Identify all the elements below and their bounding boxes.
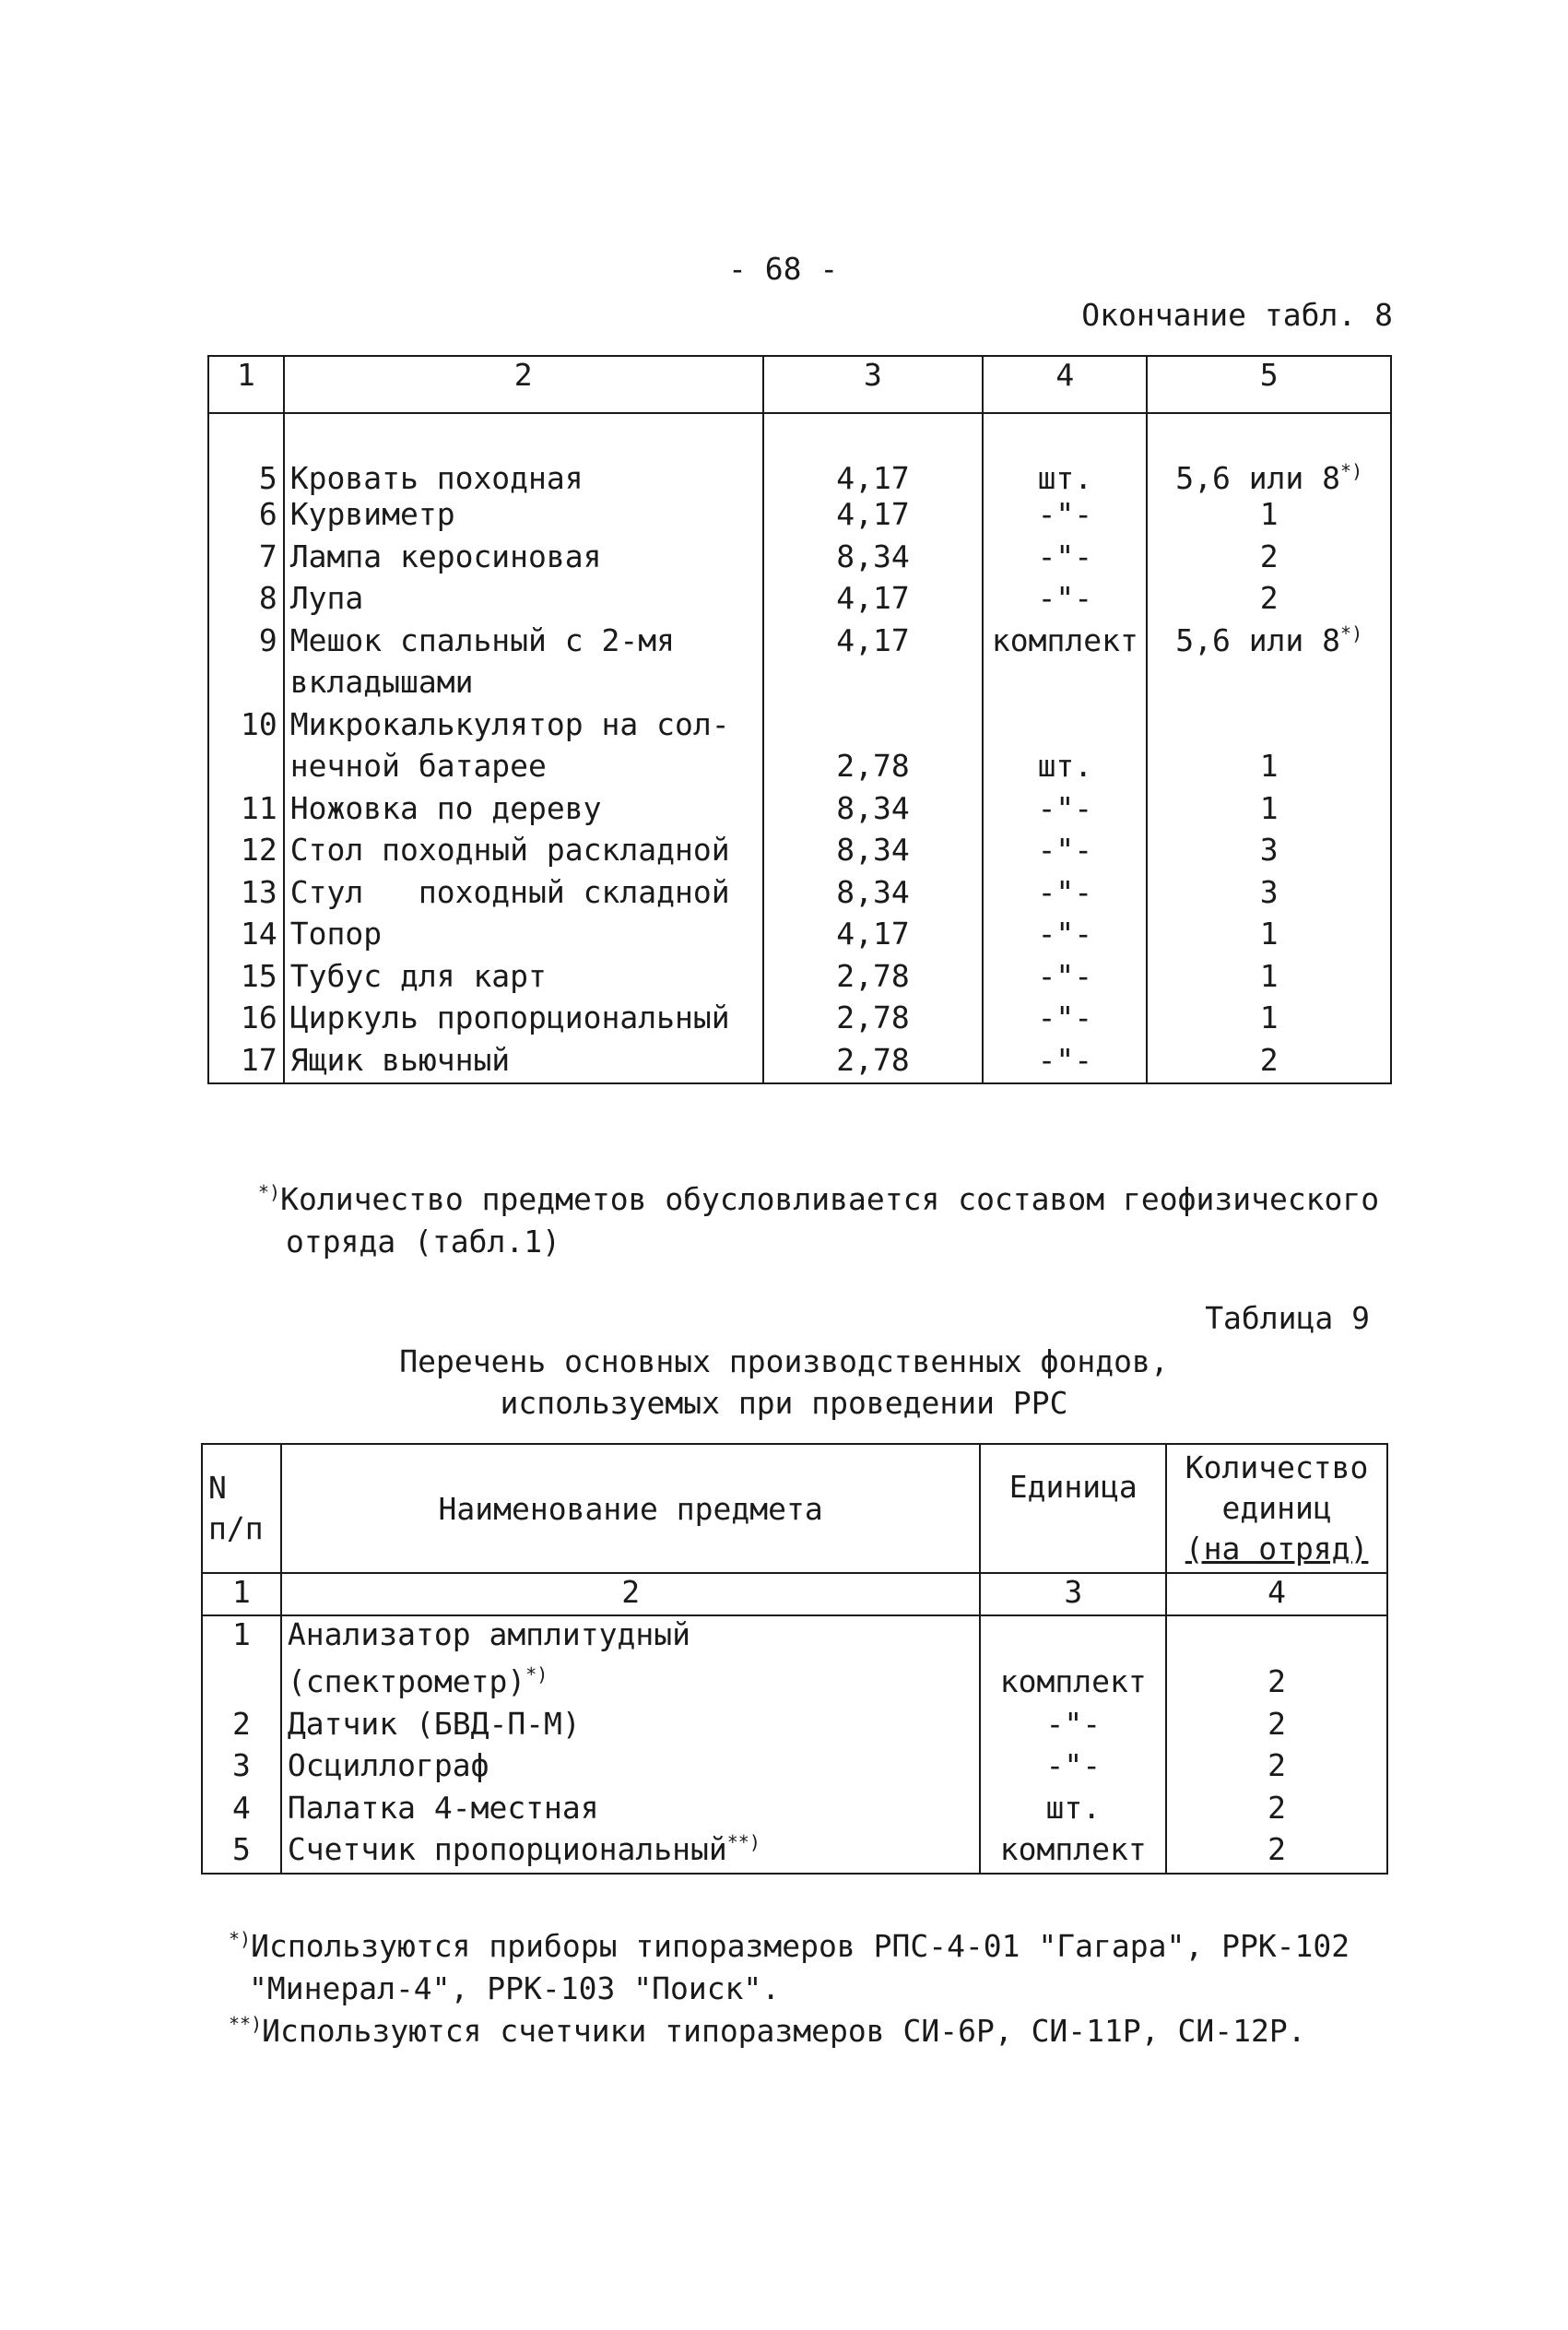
item-name: Кровать походная	[284, 413, 763, 496]
table-9-col-header-name: Наименование предмета	[281, 1444, 980, 1573]
item-quantity: 2	[1166, 1790, 1387, 1832]
item-name	[281, 1615, 980, 1663]
table-9-title-line2: используемых при проведении РРС	[500, 1385, 1068, 1421]
footnote-text: Используются счетчики типоразмеров СИ-6Р, СИ-11Р, СИ-12Р.	[262, 2013, 1306, 2049]
footnote-text: Используются приборы типоразмеров РПС-4-01 "Гагара", РРК-102	[251, 1928, 1350, 1964]
quantity-text: 2	[1259, 538, 1279, 574]
item-quantity	[1166, 1615, 1387, 1663]
item-name-text: Осциллограф	[287, 1747, 489, 1783]
item-unit: шт.	[983, 748, 1147, 790]
item-unit: комплект	[980, 1663, 1166, 1706]
item-unit: комплект	[980, 1831, 1166, 1874]
table-row	[208, 706, 1391, 749]
item-name: Микрокалькулятор на сол-	[284, 706, 763, 749]
row-number: 9	[208, 622, 284, 665]
footnote-mark: **)	[726, 1831, 760, 1853]
table-9-title-line1: Перечень основных производственных фондов,	[399, 1343, 1169, 1379]
table-row	[208, 664, 1391, 706]
item-quantity	[1147, 1042, 1391, 1084]
row-number: 11	[208, 790, 284, 833]
footnote-mark: **)	[229, 2013, 263, 2035]
row-number: 4	[202, 1790, 281, 1832]
item-value: 4,17	[763, 916, 984, 958]
item-unit: -"-	[983, 496, 1147, 538]
row-number: 7	[208, 538, 284, 581]
footnote-text: отряда (табл.1)	[286, 1224, 561, 1260]
item-name-text: Палатка 4-местная	[287, 1789, 599, 1826]
footnote-mark: *)	[525, 1663, 548, 1685]
quantity-text: 1	[1259, 496, 1279, 532]
item-unit: -"-	[983, 1042, 1147, 1084]
item-quantity	[1147, 874, 1391, 917]
item-name: вкладышами	[284, 664, 763, 706]
table-row	[208, 580, 1391, 622]
table-8-header-cell: 2	[284, 356, 763, 413]
row-number: 3	[202, 1747, 281, 1790]
table-9-body	[202, 1615, 1387, 1874]
item-unit: -"-	[983, 999, 1147, 1042]
item-name: Лупа	[284, 580, 763, 622]
item-name: Тубус для карт	[284, 958, 763, 1000]
item-name-text: Счетчик пропорциональный	[287, 1831, 727, 1867]
item-value: 4,17	[763, 496, 984, 538]
row-number: 5	[202, 1831, 281, 1874]
table-row	[202, 1615, 1387, 1663]
item-name	[281, 1790, 980, 1832]
item-name: Топор	[284, 916, 763, 958]
table-9-footnote-1	[229, 1918, 1350, 2010]
row-number	[208, 748, 284, 790]
item-name: Стол походный раскладной	[284, 832, 763, 874]
table-9-col-header-unit: Единица	[980, 1444, 1166, 1573]
quantity-text: 2	[1259, 580, 1279, 616]
row-number: 8	[208, 580, 284, 622]
item-value: 8,34	[763, 790, 984, 833]
quantity-text: 2	[1259, 1041, 1279, 1078]
table-9-header-cell: 2	[281, 1573, 980, 1615]
item-value: 8,34	[763, 832, 984, 874]
item-quantity	[1147, 790, 1391, 833]
quantity-text: 5,6 или 8	[1175, 460, 1341, 496]
row-number: 10	[208, 706, 284, 749]
item-unit	[983, 706, 1147, 749]
item-quantity	[1147, 706, 1391, 749]
table-row	[208, 790, 1391, 833]
item-value: 8,34	[763, 874, 984, 917]
item-quantity	[1147, 916, 1391, 958]
table-row	[208, 874, 1391, 917]
item-value: 4,17	[763, 580, 984, 622]
table-9-header-cell: 1	[202, 1573, 281, 1615]
item-name: Стул походный складной	[284, 874, 763, 917]
item-unit: -"-	[983, 790, 1147, 833]
item-unit: -"-	[983, 958, 1147, 1000]
item-unit: -"-	[983, 538, 1147, 581]
table-row	[202, 1663, 1387, 1706]
item-unit	[980, 1615, 1166, 1663]
item-value	[763, 664, 984, 706]
table-row	[208, 538, 1391, 581]
row-number: 17	[208, 1042, 284, 1084]
table-8-continuation-label: Окончание табл. 8	[1081, 297, 1393, 333]
table-row	[208, 832, 1391, 874]
row-number: 6	[208, 496, 284, 538]
table-row	[202, 1790, 1387, 1832]
table-8-header-cell: 3	[763, 356, 984, 413]
item-value: 2,78	[763, 748, 984, 790]
table-9-footnote-2	[229, 2003, 1306, 2052]
quantity-text: 3	[1259, 873, 1279, 910]
table-9-header-number-row	[202, 1573, 1387, 1615]
row-number	[208, 664, 284, 706]
quantity-text: 1	[1259, 957, 1279, 994]
item-quantity	[1147, 622, 1391, 665]
row-number: 12	[208, 832, 284, 874]
item-quantity	[1147, 538, 1391, 581]
item-unit: -"-	[983, 580, 1147, 622]
table-row	[202, 1706, 1387, 1748]
table-8-body	[208, 413, 1391, 1083]
table-row	[202, 1747, 1387, 1790]
row-number: 13	[208, 874, 284, 917]
item-name-text: Анализатор амплитудный	[287, 1616, 690, 1652]
item-name: Циркуль пропорциональный	[284, 999, 763, 1042]
item-value: 8,34	[763, 538, 984, 581]
footnote-mark: *)	[258, 1181, 281, 1203]
table-9-header-cell: 3	[980, 1573, 1166, 1615]
item-quantity	[1147, 496, 1391, 538]
quantity-text: 1	[1259, 748, 1279, 784]
table-8-header-cell: 5	[1147, 356, 1391, 413]
item-name: Ящик вьючный	[284, 1042, 763, 1084]
table-row	[202, 1831, 1387, 1874]
table-row	[208, 1042, 1391, 1084]
quantity-text: 3	[1259, 832, 1279, 868]
table-8	[207, 355, 1392, 1084]
item-unit: -"-	[980, 1706, 1166, 1748]
footnote-mark: *)	[1340, 621, 1363, 645]
item-quantity: 2	[1166, 1831, 1387, 1874]
item-quantity	[1147, 664, 1391, 706]
table-9-col-header-qty: Количество единиц (на отряд)	[1166, 1444, 1387, 1573]
row-number: 2	[202, 1706, 281, 1748]
table-9-column-header-row	[202, 1444, 1387, 1573]
quantity-text: 1	[1259, 999, 1279, 1035]
item-quantity	[1147, 580, 1391, 622]
row-number	[202, 1663, 281, 1706]
table-9	[201, 1443, 1388, 1875]
item-quantity	[1147, 832, 1391, 874]
item-unit: шт.	[980, 1790, 1166, 1832]
item-unit: -"-	[983, 832, 1147, 874]
item-name: Курвиметр	[284, 496, 763, 538]
quantity-text: 5,6 или 8	[1175, 621, 1341, 658]
item-unit	[983, 664, 1147, 706]
item-name: нечной батарее	[284, 748, 763, 790]
item-unit: -"-	[983, 916, 1147, 958]
table-9-header-cell: 4	[1166, 1573, 1387, 1615]
row-number: 16	[208, 999, 284, 1042]
item-unit: -"-	[983, 874, 1147, 917]
quantity-text: 1	[1259, 916, 1279, 952]
item-quantity: 2	[1166, 1747, 1387, 1790]
table-9-col-header-n: N п/п	[202, 1444, 281, 1573]
table-8-header-row	[208, 356, 1391, 413]
table-row	[208, 999, 1391, 1042]
item-value: 2,78	[763, 999, 984, 1042]
footnote-mark: *)	[229, 1928, 252, 1950]
table-8-footnote	[258, 1171, 1379, 1263]
item-name	[281, 1831, 980, 1874]
table-row	[208, 958, 1391, 1000]
footnote-text: Количество предметов обусловливается составом геофизического	[280, 1181, 1380, 1217]
table-8-header-cell: 1	[208, 356, 284, 413]
item-quantity	[1147, 958, 1391, 1000]
item-name: Ножовка по дереву	[284, 790, 763, 833]
item-name	[281, 1747, 980, 1790]
table-row	[208, 413, 1391, 496]
table-9-label: Таблица 9	[1205, 1300, 1370, 1336]
row-number: 1	[202, 1615, 281, 1663]
item-value	[763, 706, 984, 749]
quantity-text: 1	[1259, 789, 1279, 826]
item-value: 2,78	[763, 958, 984, 1000]
footnote-mark: *)	[1340, 460, 1363, 482]
item-name-text: (спектрометр)	[287, 1663, 526, 1699]
table-row	[208, 748, 1391, 790]
item-name: Лампа керосиновая	[284, 538, 763, 581]
row-number: 14	[208, 916, 284, 958]
item-quantity: 2	[1166, 1663, 1387, 1706]
item-quantity: 2	[1166, 1706, 1387, 1748]
item-name: Мешок спальный с 2-мя	[284, 622, 763, 665]
item-name	[281, 1706, 980, 1748]
table-row	[208, 496, 1391, 538]
item-quantity	[1147, 999, 1391, 1042]
item-name-text: Датчик (БВД-П-М)	[287, 1705, 581, 1742]
table-row	[208, 916, 1391, 958]
footnote-text: "Минерал-4", РРК-103 "Поиск".	[249, 1970, 781, 2006]
item-unit: комплект	[983, 622, 1147, 665]
table-8-header-cell: 4	[983, 356, 1147, 413]
page-number: - 68 -	[728, 251, 839, 287]
item-quantity	[1147, 413, 1391, 496]
item-value: 4,17	[763, 413, 984, 496]
item-value: 4,17	[763, 622, 984, 665]
table-row	[208, 622, 1391, 665]
item-unit: -"-	[980, 1747, 1166, 1790]
item-quantity	[1147, 748, 1391, 790]
item-value: 2,78	[763, 1042, 984, 1084]
row-number: 15	[208, 958, 284, 1000]
item-unit: шт.	[983, 413, 1147, 496]
item-name	[281, 1663, 980, 1706]
row-number: 5	[208, 413, 284, 496]
